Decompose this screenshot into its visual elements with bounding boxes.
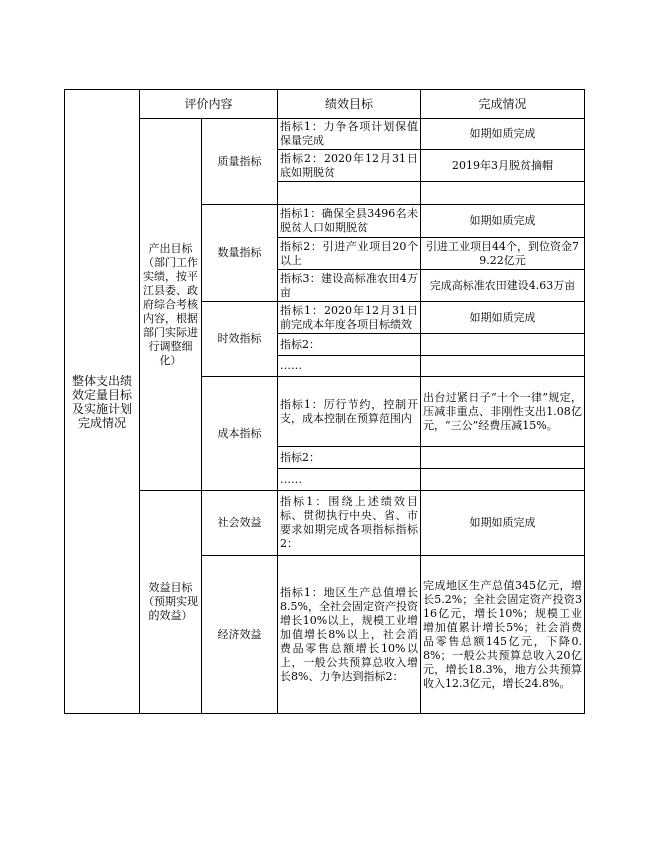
goal-cell: 指标1：确保全县3496名未脱贫人口如期脱贫 — [278, 205, 421, 238]
overall-label-cell: 整体支出绩效定量目标及实施计划完成情况 — [65, 90, 140, 714]
goal-cell: …… — [278, 356, 421, 377]
header-completion-status: 完成情况 — [421, 90, 585, 119]
status-cell — [421, 469, 585, 491]
economic-benefit-label: 经济效益 — [202, 556, 278, 714]
social-benefit-label: 社会效益 — [202, 491, 278, 556]
quantity-indicator-label: 数量指标 — [202, 205, 278, 302]
goal-cell: 指标1：2020年12月31日前完成本年度各项目标绩效 — [278, 302, 421, 334]
status-cell: 引进工业项目44个，到位资金79.22亿元 — [421, 238, 585, 270]
status-cell: 完成地区生产总值345亿元，增长5.2%；全社会固定资产投资316亿元，增长10%；规模工业增加值累计增长5%；社会消费品零售总额145亿元，下降0.8%；一般公共预算总收入20亿元，增长18.3%，地方公共预算收入12.3亿元，增长24.8%。 — [421, 556, 585, 714]
header-evaluation-content: 评价内容 — [140, 90, 278, 119]
status-cell: 出台过紧日子“十个一律”规定，压减非重点、非刚性支出1.08亿元，“三公”经费压减15%。 — [421, 377, 585, 447]
goal-cell: 指标1：力争各项计划保值保量完成 — [278, 119, 421, 150]
status-cell: 完成高标准农田建设4.63万亩 — [421, 270, 585, 302]
performance-table — [64, 89, 585, 714]
status-cell: 2019年3月脱贫摘帽 — [421, 150, 585, 182]
status-cell: 如期如质完成 — [421, 205, 585, 238]
status-cell: 如期如质完成 — [421, 491, 585, 556]
quality-indicator-label: 质量指标 — [202, 119, 278, 205]
timeliness-indicator-label: 时效指标 — [202, 302, 278, 377]
goal-cell: 指标2：引进产业项目20个以上 — [278, 238, 421, 270]
benefit-goal-label: 效益目标（预期实现的效益） — [140, 491, 202, 714]
goal-cell: 指标1：厉行节约，控制开支，成本控制在预算范围内 — [278, 377, 421, 447]
table-row — [65, 491, 585, 556]
goal-cell: 指标2：2020年12月31日底如期脱贫 — [278, 150, 421, 182]
header-performance-goal: 绩效目标 — [278, 90, 421, 119]
cost-indicator-label: 成本指标 — [202, 377, 278, 491]
goal-cell: 指标1：地区生产总值增长8.5%，全社会固定资产投资增长10%以上，规模工业增加值增长8%以上，社会消费品零售总额增长10%以上，一般公共预算总收入增长8%、力争达到指标2： — [278, 556, 421, 714]
status-cell — [421, 334, 585, 356]
goal-cell — [278, 182, 421, 205]
output-goal-label: 产出目标（部门工作实绩，按平江县委、政府综合考核内容，根据部门实际进行调整细化） — [140, 119, 202, 491]
status-cell — [421, 182, 585, 205]
goal-cell: …… — [278, 469, 421, 491]
goal-cell: 指标1：围绕上述绩效目标、贯彻执行中央、省、市要求如期完成各项指标指标2： — [278, 491, 421, 556]
status-cell: 如期如质完成 — [421, 302, 585, 334]
goal-cell: 指标3：建设高标准农田4万亩 — [278, 270, 421, 302]
status-cell — [421, 356, 585, 377]
goal-cell: 指标2： — [278, 334, 421, 356]
goal-cell: 指标2： — [278, 447, 421, 469]
header-row — [65, 90, 585, 119]
status-cell — [421, 447, 585, 469]
table-row — [65, 119, 585, 150]
status-cell: 如期如质完成 — [421, 119, 585, 150]
